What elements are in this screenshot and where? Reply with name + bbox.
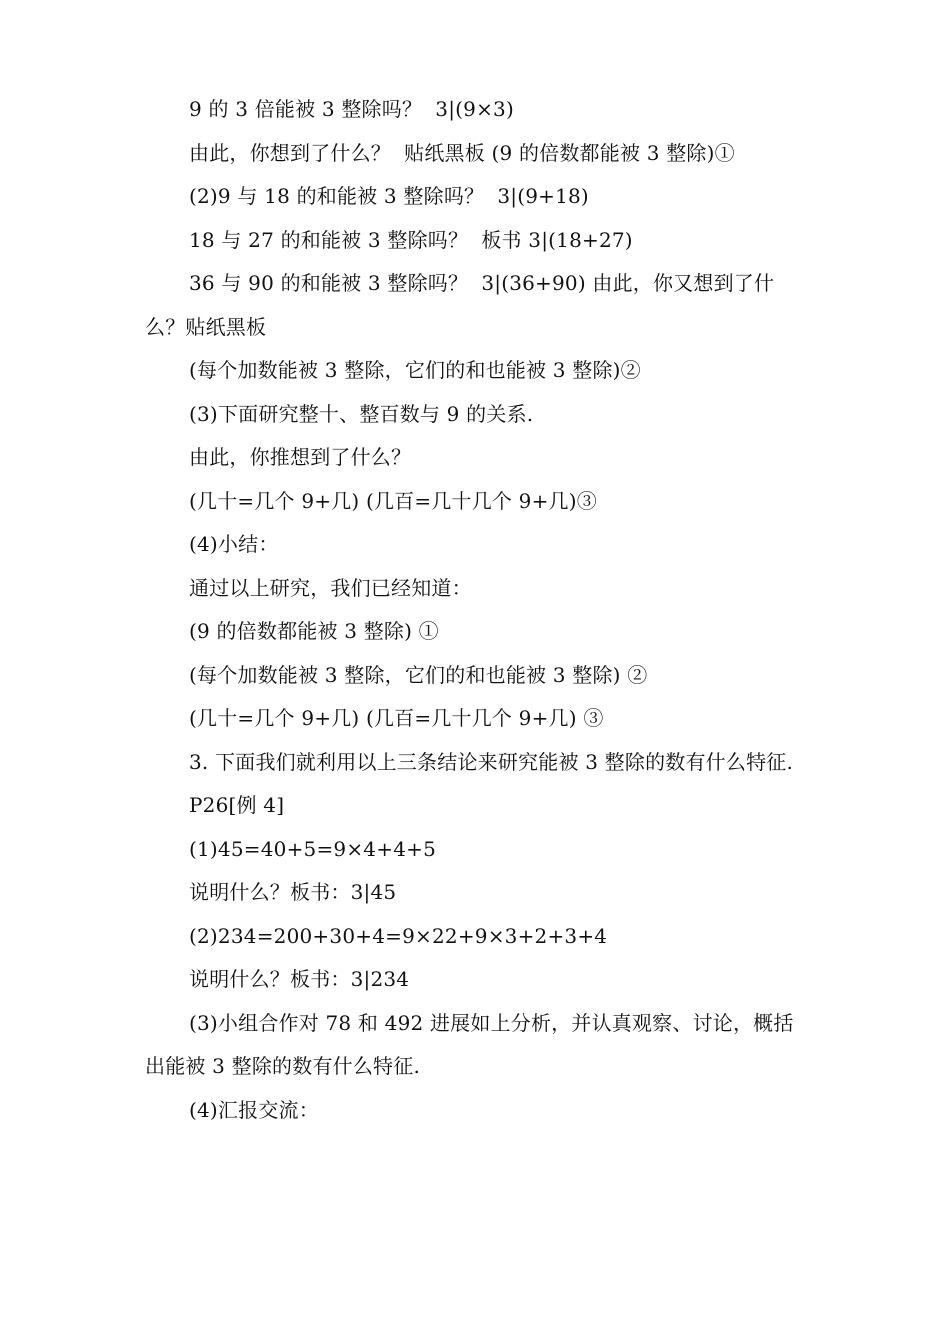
- paragraph: (2)9 与 18 的和能被 3 整除吗？ 3|(9+18): [189, 184, 589, 208]
- paragraph: P26[例 4]: [189, 793, 285, 817]
- paragraph: (9 的倍数都能被 3 整除) ①: [189, 619, 439, 643]
- document-body: [145, 88, 805, 1132]
- paragraph: 9 的 3 倍能被 3 整除吗？ 3|(9×3): [189, 97, 514, 121]
- paragraph: 3. 下面我们就利用以上三条结论来研究能被 3 整除的数有什么特征.: [189, 749, 794, 774]
- paragraph: 由此，你想到了什么？ 贴纸黑板 (9 的倍数都能被 3 整除)①: [189, 140, 735, 165]
- paragraph: 通过以上研究，我们已经知道：: [189, 575, 472, 600]
- paragraph: 36 与 90 的和能被 3 整除吗？ 3|(36+90) 由此，你又想到了什么？贴纸黑板: [145, 271, 775, 339]
- paragraph: (4)汇报交流：: [189, 1097, 319, 1122]
- paragraph: (几十=几个 9+几) (几百=几十几个 9+几)③: [189, 488, 597, 513]
- paragraph: 18 与 27 的和能被 3 整除吗？ 板书 3|(18+27): [189, 227, 633, 252]
- paragraph: (每个加数能被 3 整除，它们的和也能被 3 整除)②: [189, 358, 641, 382]
- paragraph: 说明什么？板书：3|234: [189, 967, 410, 991]
- paragraph: (4)小结：: [189, 532, 279, 556]
- paragraph: (1)45=40+5=9×4+4+5: [189, 836, 436, 861]
- paragraph: (每个加数能被 3 整除，它们的和也能被 3 整除) ②: [189, 662, 648, 687]
- paragraph: (2)234=200+30+4=9×22+9×3+2+3+4: [189, 923, 608, 948]
- paragraph: 说明什么？板书：3|45: [189, 880, 397, 904]
- paragraph: (3)下面研究整十、整百数与 9 的关系.: [189, 401, 534, 426]
- paragraph: (几十=几个 9+几) (几百=几十几个 9+几) ③: [189, 706, 604, 730]
- paragraph: (3)小组合作对 78 和 492 进展如上分析，并认真观察、讨论，概括出能被 3 整除的数有什么特征.: [145, 1010, 794, 1078]
- paragraph: 由此，你推想到了什么？: [189, 445, 412, 469]
